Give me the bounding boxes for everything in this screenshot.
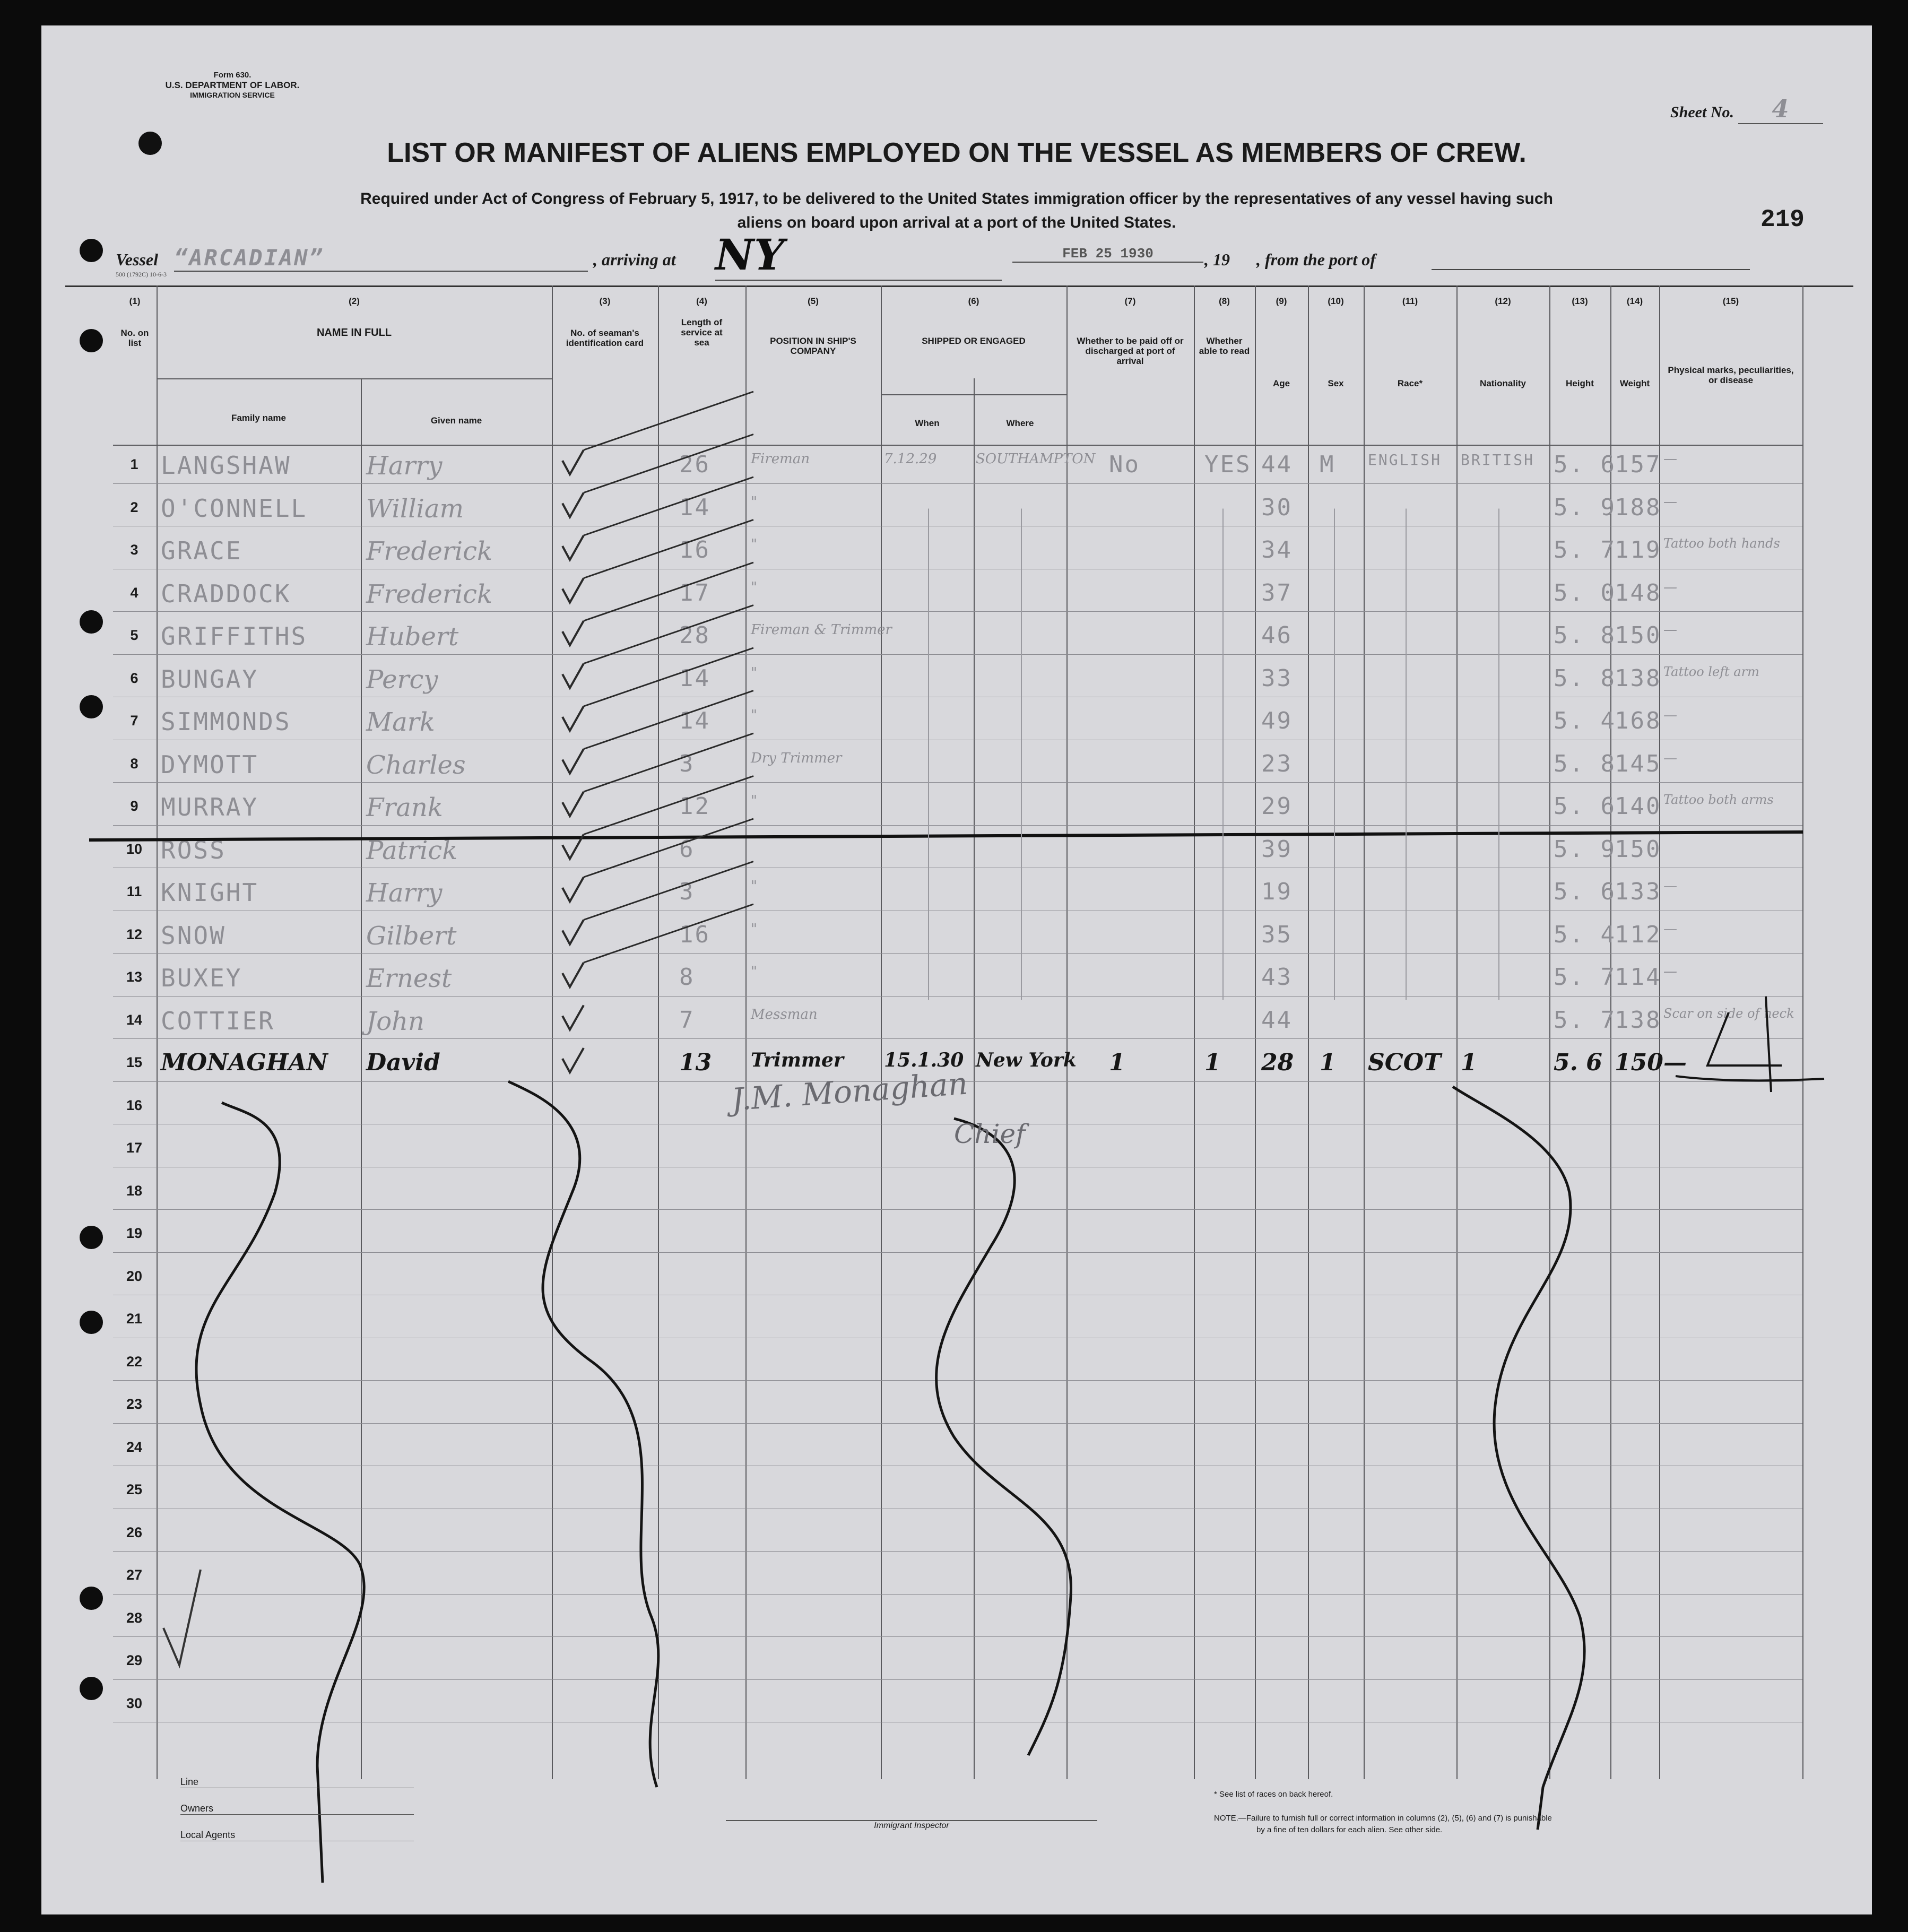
row-number: 7 xyxy=(130,713,138,729)
cell-family-name: GRIFFITHS xyxy=(161,622,308,651)
cell-given-name: Frank xyxy=(366,793,443,822)
cell-height: 5. 6 xyxy=(1554,793,1616,820)
row-number: 16 xyxy=(126,1097,143,1113)
col9-header: Age xyxy=(1272,378,1290,388)
row-number: 12 xyxy=(126,926,143,942)
row-number: 10 xyxy=(126,841,143,857)
col8-header: Whether able to read xyxy=(1199,336,1250,356)
row-number: 9 xyxy=(130,798,138,814)
col4-number: (4) xyxy=(696,296,707,306)
row-number: 11 xyxy=(126,883,142,899)
cell-weight: 133 xyxy=(1615,878,1662,905)
subtitle-line-2: aliens on board upon arrival at a port of the United States. xyxy=(737,214,1176,231)
cell-given-name: William xyxy=(366,493,464,524)
page-title: LIST OR MANIFEST OF ALIENS EMPLOYED ON THE VESSEL AS MEMBERS OF CREW. xyxy=(387,137,1527,168)
row-number: 24 xyxy=(126,1439,143,1455)
ditto-stroke xyxy=(584,435,753,493)
col3-header: No. of seaman's identification card xyxy=(566,328,644,348)
cell-age: 39 xyxy=(1261,835,1293,863)
row-number: 22 xyxy=(126,1353,143,1370)
cancel-wave-2 xyxy=(508,1081,658,1787)
cell-position: " xyxy=(751,921,757,937)
cell-age: 49 xyxy=(1261,707,1293,734)
check-mark xyxy=(562,920,584,945)
cell-height: 5. 0 xyxy=(1554,579,1616,607)
cell-height: 5. 6 xyxy=(1554,1049,1602,1076)
check-mark xyxy=(562,621,584,645)
ditto-stroke xyxy=(584,562,753,621)
sheet-mark-4 xyxy=(1676,997,1824,1092)
row-number: 1 xyxy=(130,456,138,472)
cell-age: 29 xyxy=(1261,793,1293,820)
owners-label: Owners xyxy=(180,1803,214,1814)
row-number: 3 xyxy=(130,542,138,558)
cell-race: SCOT xyxy=(1368,1049,1441,1076)
row-number: 8 xyxy=(130,755,138,772)
cell-given-name: John xyxy=(366,1006,424,1036)
cell-nationality: 1 xyxy=(1461,1049,1477,1076)
col6-where-header: Where xyxy=(1006,418,1034,428)
inspector-label: Immigrant Inspector xyxy=(874,1821,949,1830)
check-mark xyxy=(562,877,584,902)
cell-family-name: KNIGHT xyxy=(161,878,259,907)
stamp-number: 219 xyxy=(1760,206,1805,233)
col7-number: (7) xyxy=(1124,296,1136,306)
col9-number: (9) xyxy=(1276,296,1287,306)
cell-shipped-where: SOUTHAMPTON xyxy=(976,451,1096,467)
col14-header: Weight xyxy=(1619,378,1650,388)
footer-line-label xyxy=(180,1777,414,1788)
cell-given-name: Harry xyxy=(366,878,443,908)
department-name: U.S. DEPARTMENT OF LABOR. xyxy=(165,80,300,90)
cell-physical-marks: — xyxy=(1663,451,1677,467)
cell-family-name: GRACE xyxy=(161,536,242,565)
cell-family-name: SNOW xyxy=(161,921,226,950)
cell-weight: 148 xyxy=(1615,579,1662,607)
row-number: 28 xyxy=(126,1609,143,1626)
cell-physical-marks: — xyxy=(1663,750,1677,766)
cell-position: " xyxy=(751,536,757,552)
cell-shipped-when: 15.1.30 xyxy=(884,1049,964,1071)
cell-weight: 112 xyxy=(1615,921,1662,948)
cell-weight: 168 xyxy=(1615,707,1662,734)
cell-age: 37 xyxy=(1261,579,1293,607)
cell-service-length: 13 xyxy=(679,1049,712,1076)
sheet-value: 4 xyxy=(1738,94,1823,124)
cell-physical-marks: — xyxy=(1663,921,1677,937)
inspector-signature-line xyxy=(726,1820,1097,1831)
cell-age: 23 xyxy=(1261,750,1293,777)
cell-age: 46 xyxy=(1261,622,1293,649)
col2-family-header: Family name xyxy=(231,413,286,423)
ditto-stroke xyxy=(584,392,753,450)
cell-given-name: Mark xyxy=(366,707,435,737)
ditto-stroke xyxy=(584,648,753,706)
cell-paid-off: 1 xyxy=(1109,1049,1125,1076)
check-mark xyxy=(562,706,584,731)
footer-agents-label xyxy=(180,1830,414,1841)
cell-physical-marks: — xyxy=(1663,622,1677,638)
cell-race: ENGLISH xyxy=(1368,451,1442,469)
sheet-label: Sheet No. xyxy=(1670,103,1734,121)
cell-age: 35 xyxy=(1261,921,1293,948)
subtitle-line-1: Required under Act of Congress of February 5, 1917, to be delivered to the United States immigration officer by the representatives of any vessel having such xyxy=(360,190,1553,207)
binder-hole xyxy=(80,239,103,262)
row-number: 18 xyxy=(126,1182,143,1199)
cell-age: 43 xyxy=(1261,964,1293,991)
col7-header: Whether to be paid off or discharged at port of arrival xyxy=(1077,336,1184,366)
cell-age: 30 xyxy=(1261,493,1293,521)
row-number: 19 xyxy=(126,1225,143,1241)
ditto-stroke xyxy=(584,819,753,877)
col6-number: (6) xyxy=(968,296,979,306)
row-number: 27 xyxy=(126,1567,143,1583)
cell-service-length: 28 xyxy=(679,622,710,649)
cell-service-length: 14 xyxy=(679,707,710,734)
cell-given-name: Charles xyxy=(366,750,466,780)
check-mark xyxy=(562,578,584,603)
cell-position: Dry Trimmer xyxy=(751,750,842,766)
binder-hole xyxy=(80,1587,103,1610)
vessel-label: Vessel xyxy=(116,250,158,269)
col10-number: (10) xyxy=(1328,296,1344,306)
row-number: 30 xyxy=(126,1695,143,1711)
col8-number: (8) xyxy=(1219,296,1230,306)
cell-family-name: BUNGAY xyxy=(161,664,259,694)
col1-number: (1) xyxy=(129,296,141,306)
cell-age: 28 xyxy=(1261,1049,1294,1076)
col4-header: Length of service at sea xyxy=(681,317,723,348)
row-number: 23 xyxy=(126,1396,143,1412)
col6-header: SHIPPED OR ENGAGED xyxy=(922,336,1026,346)
check-mark xyxy=(562,493,584,517)
cell-position: " xyxy=(751,964,757,980)
row-number: 6 xyxy=(130,670,138,686)
col14-number: (14) xyxy=(1626,296,1643,306)
cell-service-length: 3 xyxy=(679,750,695,777)
cell-shipped-where: New York xyxy=(976,1049,1077,1071)
col13-header: Height xyxy=(1566,378,1594,388)
cell-weight: 188 xyxy=(1615,493,1662,521)
cell-height: 5. 6 xyxy=(1554,878,1616,905)
check-mark xyxy=(562,963,584,987)
cell-physical-marks: Tattoo both arms xyxy=(1663,792,1774,807)
row-number: 20 xyxy=(126,1268,143,1284)
ink-blot xyxy=(138,132,162,155)
binder-hole xyxy=(80,329,103,352)
cell-height: 5. 6 xyxy=(1554,451,1616,478)
check-mark xyxy=(562,749,584,774)
cell-nationality: BRITISH xyxy=(1461,451,1535,469)
cell-weight: 138 xyxy=(1615,1006,1662,1034)
cell-physical-marks: — xyxy=(1663,493,1677,510)
handwriting-overlay xyxy=(41,25,1872,1914)
cell-position: Fireman & Trimmer xyxy=(751,622,892,638)
col13-number: (13) xyxy=(1572,296,1588,306)
cell-age: 44 xyxy=(1261,1006,1293,1034)
col2-given-header: Given name xyxy=(430,415,482,426)
cell-weight: 114 xyxy=(1615,964,1662,991)
binder-hole xyxy=(80,1311,103,1334)
cell-weight: 157 xyxy=(1615,451,1662,478)
cell-position: " xyxy=(751,793,757,809)
cell-position: " xyxy=(751,878,757,894)
cell-service-length: 14 xyxy=(679,664,710,692)
check-mark xyxy=(562,792,584,816)
cell-service-length: 3 xyxy=(679,878,695,905)
cell-able-to-read: 1 xyxy=(1204,1049,1221,1076)
cell-height: 5. 9 xyxy=(1554,493,1616,521)
cell-given-name: Harry xyxy=(366,451,443,481)
port-of-label: , from the port of xyxy=(1256,250,1376,269)
row-number: 5 xyxy=(130,627,138,643)
cell-family-name: COTTIER xyxy=(161,1006,275,1035)
col2-number: (2) xyxy=(349,296,360,306)
row-number: 25 xyxy=(126,1482,143,1497)
ditto-stroke xyxy=(584,691,753,749)
cancel-wave-4 xyxy=(1453,1087,1584,1830)
cell-weight: 150 xyxy=(1615,1049,1663,1076)
cancel-wave-3 xyxy=(936,1119,1071,1755)
col2-header: NAME IN FULL xyxy=(316,327,392,339)
cell-position: " xyxy=(751,664,757,681)
cell-given-name: Frederick xyxy=(366,579,493,609)
cell-position: " xyxy=(751,707,757,723)
cell-physical-marks: — xyxy=(1663,878,1677,894)
cell-height: 5. 9 xyxy=(1554,835,1616,863)
signature-role: Chief xyxy=(954,1119,1026,1149)
cell-service-length: 14 xyxy=(679,493,710,521)
cell-age: 34 xyxy=(1261,536,1293,564)
cell-service-length: 16 xyxy=(679,921,710,948)
ditto-stroke xyxy=(584,520,753,578)
cell-height: 5. 8 xyxy=(1554,664,1616,692)
cell-physical-marks: Scar on side of neck xyxy=(1663,1006,1794,1021)
cell-position: " xyxy=(751,493,757,510)
row-number: 2 xyxy=(130,499,138,515)
col12-number: (12) xyxy=(1495,296,1511,306)
cell-given-name: Percy xyxy=(366,664,438,695)
cell-family-name: BUXEY xyxy=(161,964,242,992)
cell-service-length: 7 xyxy=(679,1006,695,1034)
col6-when-header: When xyxy=(915,418,940,428)
cell-able-to-read: YES xyxy=(1204,451,1252,478)
cell-position: Messman xyxy=(751,1006,818,1023)
cell-service-length: 16 xyxy=(679,536,710,564)
arriving-port: NY xyxy=(715,230,1002,281)
cell-physical-marks: Tattoo left arm xyxy=(1663,664,1759,679)
print-code: 500 (1792C) 10-6-3 xyxy=(116,271,167,278)
cell-family-name: LANGSHAW xyxy=(161,451,291,480)
cell-sex: 1 xyxy=(1320,1049,1336,1076)
cell-service-length: 26 xyxy=(679,451,710,478)
note-line-1: NOTE.—Failure to furnish full or correct information in columns (2), (5), (6) and (7) is punishable xyxy=(1214,1814,1552,1823)
ditto-stroke xyxy=(584,904,753,963)
cell-family-name: CRADDOCK xyxy=(161,579,291,608)
cell-given-name: Gilbert xyxy=(366,921,457,951)
row-number: 21 xyxy=(126,1311,143,1327)
cell-given-name: David xyxy=(366,1049,440,1076)
cell-service-length: 12 xyxy=(679,793,710,820)
col3-number: (3) xyxy=(599,296,611,306)
row-number: 26 xyxy=(126,1524,143,1540)
ditto-stroke xyxy=(584,477,753,535)
form-number: Form 630. xyxy=(213,71,251,80)
cell-height: 5. 8 xyxy=(1554,622,1616,649)
cell-height: 5. 7 xyxy=(1554,1006,1616,1034)
col11-number: (11) xyxy=(1402,296,1418,306)
col12-header: Nationality xyxy=(1480,378,1526,388)
cell-family-name: SIMMONDS xyxy=(161,707,291,736)
cell-family-name: DYMOTT xyxy=(161,750,259,779)
binder-hole xyxy=(80,695,103,718)
line-label: Line xyxy=(180,1777,199,1787)
cell-given-name: Ernest xyxy=(366,964,452,993)
cell-weight: 138 xyxy=(1615,664,1662,692)
row-number: 14 xyxy=(126,1011,143,1028)
cell-height: 5. 7 xyxy=(1554,964,1616,991)
cell-sex: M xyxy=(1320,451,1335,478)
col5-header: POSITION IN SHIP'S COMPANY xyxy=(770,336,856,356)
date-stamp: FEB 25 1930 xyxy=(1012,246,1203,263)
races-note: * See list of races on back hereof. xyxy=(1214,1790,1333,1799)
arriving-label: , arriving at xyxy=(593,250,676,269)
ditto-stroke xyxy=(584,605,753,664)
cell-height: 5. 4 xyxy=(1554,921,1616,948)
col10-header: Sex xyxy=(1328,378,1344,388)
cell-position: Fireman xyxy=(751,451,810,467)
check-mark xyxy=(562,1048,584,1072)
cell-shipped-when: 7.12.29 xyxy=(884,451,937,467)
cell-family-name: ROSS xyxy=(161,835,226,864)
cell-age: 44 xyxy=(1261,451,1293,478)
margin-v-mark xyxy=(163,1570,201,1665)
col15-header: Physical marks, peculiarities, or disease xyxy=(1668,365,1794,385)
cell-service-length: 8 xyxy=(679,964,695,991)
cell-family-name: MONAGHAN xyxy=(161,1049,328,1076)
cell-height: 5. 4 xyxy=(1554,707,1616,734)
note-line-2: by a fine of ten dollars for each alien. See other side. xyxy=(1256,1825,1443,1834)
cell-physical-marks: — xyxy=(1663,1049,1687,1076)
cell-given-name: Frederick xyxy=(366,536,493,566)
manifest-sheet xyxy=(41,25,1872,1914)
check-mark xyxy=(562,535,584,560)
cell-family-name: MURRAY xyxy=(161,793,259,821)
cell-age: 33 xyxy=(1261,664,1293,692)
cell-height: 5. 7 xyxy=(1554,536,1616,564)
cell-given-name: Hubert xyxy=(366,622,459,652)
cell-weight: 145 xyxy=(1615,750,1662,777)
cell-physical-marks: Tattoo both hands xyxy=(1663,536,1780,551)
ditto-stroke xyxy=(584,862,753,920)
row-number: 15 xyxy=(126,1054,143,1070)
cell-weight: 140 xyxy=(1615,793,1662,820)
master-signature: J.M. Monaghan xyxy=(730,1065,969,1118)
cell-weight: 150 xyxy=(1615,835,1662,863)
row-number: 13 xyxy=(126,969,143,985)
binder-hole xyxy=(80,1226,103,1249)
col11-header: Race* xyxy=(1397,378,1423,388)
check-marks xyxy=(562,392,1499,1072)
cell-position: " xyxy=(751,579,757,595)
vessel-name: “ARCADIAN” xyxy=(174,245,588,272)
cell-age: 19 xyxy=(1261,878,1293,905)
binder-hole xyxy=(80,1677,103,1700)
cell-physical-marks: — xyxy=(1663,707,1677,723)
ditto-stroke xyxy=(584,733,753,792)
cell-service-length: 6 xyxy=(679,835,695,863)
cell-service-length: 17 xyxy=(679,579,710,607)
check-mark xyxy=(562,450,584,474)
check-mark xyxy=(562,664,584,688)
cell-physical-marks: — xyxy=(1663,964,1677,980)
footer-owners-label xyxy=(180,1803,414,1815)
row-10-strike xyxy=(89,832,1803,840)
check-mark xyxy=(562,1006,584,1030)
row-number: 4 xyxy=(130,584,138,601)
agents-label: Local Agents xyxy=(180,1830,236,1840)
ditto-stroke xyxy=(584,776,753,835)
cell-paid-off: No xyxy=(1109,451,1140,478)
cell-physical-marks: — xyxy=(1663,579,1677,595)
service-name: IMMIGRATION SERVICE xyxy=(190,91,275,99)
year-label: , 19 xyxy=(1204,250,1230,269)
col1-header: No. on list xyxy=(120,328,149,348)
cell-given-name: Patrick xyxy=(366,835,458,865)
cell-height: 5. 8 xyxy=(1554,750,1616,777)
col15-number: (15) xyxy=(1722,296,1739,306)
row-number: 17 xyxy=(126,1140,143,1156)
row-number: 29 xyxy=(126,1652,143,1668)
cell-position: Trimmer xyxy=(751,1049,844,1071)
cell-family-name: O'CONNELL xyxy=(161,493,308,523)
cell-weight: 150 xyxy=(1615,622,1662,649)
col5-number: (5) xyxy=(808,296,819,306)
cancel-wave-1 xyxy=(196,1103,364,1883)
cell-weight: 119 xyxy=(1615,536,1662,564)
binder-hole xyxy=(80,610,103,634)
